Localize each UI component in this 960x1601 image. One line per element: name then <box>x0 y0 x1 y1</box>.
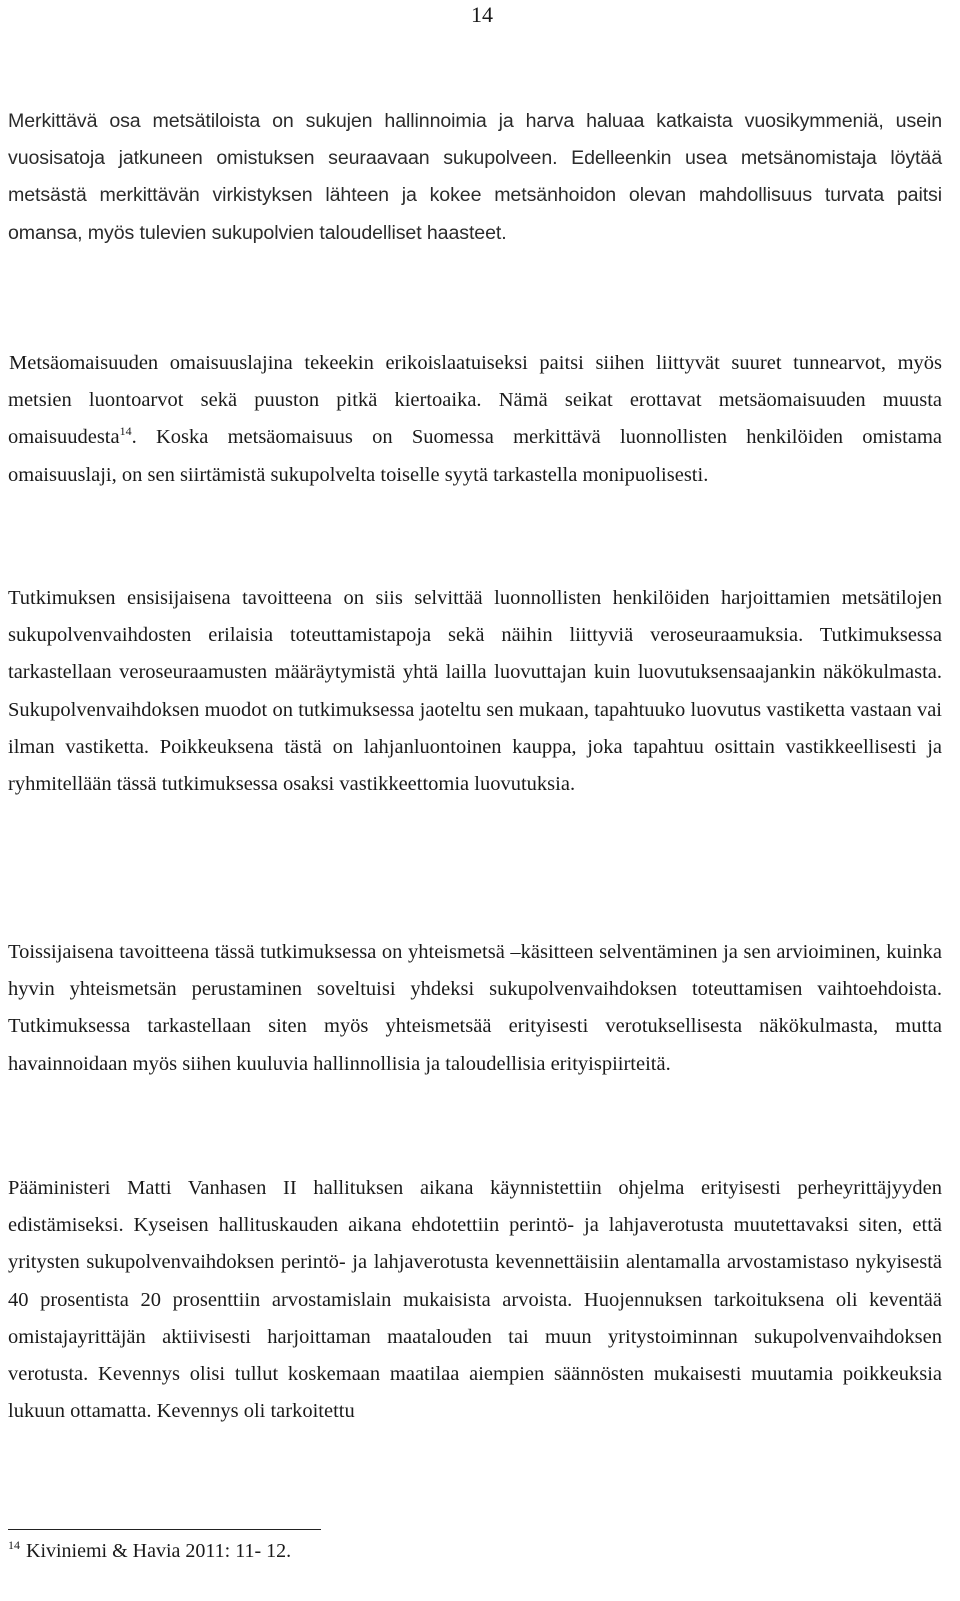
paragraph-forest-ownership: Merkittävä osa metsätiloista on sukujen hallinnoimia ja harva haluaa katkaista vuosikymmeniä, usein vuosisatoja jatkuneen omistuksen seuraavaan sukupolveen. Edelleenkin usea metsänomistaja löytää metsästä merkittävän virkistyksen lähteen ja kokee metsänhoidon olevan mahdollisuus turvata paitsi omansa, myös tulevien sukupolvien taloudelliset haasteet. <box>8 110 942 244</box>
paragraph-text-after-note: . Koska metsäomaisuus on Suomessa merkittävä luonnollisten henkilöiden omistama omaisuuslaji, on sen siirtämistä sukupolvelta toiselle syytä tarkastella monipuolisesti. <box>8 426 942 486</box>
paragraph-text-before-note: Metsäomaisuuden omaisuuslajina tekeekin erikoislaatuiseksi paitsi siihen liittyvät suuret tunnearvot, myös metsien luontoarvot sekä puuston pitkä kiertoaika. Nämä seikat erottavat metsäomaisuuden muusta omaisuudesta <box>8 352 942 449</box>
paragraph-secondary-objective: Toissijaisena tavoitteena tässä tutkimuksessa on yhteismetsä –käsitteen selventäminen ja sen arvioiminen, kuinka hyvin yhteismetsän perustaminen soveltuisi yhdeksi sukupolvenvaihdoksen toteuttamisen vaihtoehdoista. Tutkimuksessa tarkastellaan siten myös yhteismetsää erityisesti verotuksellisesta näkökulmasta, mutta havainnoidaan myös siihen kuuluvia hallinnollisia ja taloudellisia erityispiirteitä. <box>8 941 942 1075</box>
footnote-separator <box>8 1529 321 1530</box>
paragraph-forest-property <box>8 345 942 494</box>
footnote-reference: 14 <box>119 424 132 439</box>
page-number: 14 <box>471 2 493 27</box>
footnote-marker: 14 <box>8 1538 20 1553</box>
footnote-text: Kiviniemi & Havia 2011: 11- 12. <box>26 1540 292 1562</box>
paragraph-government-programme: Pääministeri Matti Vanhasen II hallituksen aikana käynnistettiin ohjelma erityisesti perheyrittäjyyden edistämiseksi. Kyseisen hallituskauden aikana ehdotettiin perintö- ja lahjaverotusta muutettavaksi siten, että yritysten sukupolvenvaihdoksen perintö- ja lahjaverotusta kevennettäisiin alentamalla arvostamistaso nykyisestä 40 prosentista 20 prosenttiin arvostamislain mukaisista arvoista. Huojennuksen tarkoituksena oli keventää omistajayrittäjän aktiivisesti harjoittaman maatalouden tai muun yritystoiminnan sukupolvenvaihdoksen verotusta. Kevennys olisi tullut koskemaan maatilaa aiempien säännösten mukaisesti muutamia poikkeuksia lukuun ottamatta. Kevennys oli tarkoitettu <box>8 1177 942 1423</box>
footnote <box>8 1536 291 1566</box>
paragraph-primary-objective: Tutkimuksen ensisijaisena tavoitteena on siis selvittää luonnollisten henkilöiden harjoittamien metsätilojen sukupolvenvaihdosten erilaisia toteuttamistapoja sekä näihin liittyviä veroseuraamuksia. Tutkimuksessa tarkastellaan veroseuraamusten määräytymistä yhtä lailla luovuttajan kuin luovutuksensaajankin näkökulmasta. Sukupolvenvaihdoksen muodot on tutkimuksessa jaoteltu sen mukaan, tapahtuuko luovutus vastiketta vastaan vai ilman vastiketta. Poikkeuksena tästä on lahjanluontoinen kauppa, joka tapahtuu osittain vastikkeellisesti ja ryhmitellään tässä tutkimuksessa osaksi vastikkeettomia luovutuksia. <box>8 587 942 796</box>
